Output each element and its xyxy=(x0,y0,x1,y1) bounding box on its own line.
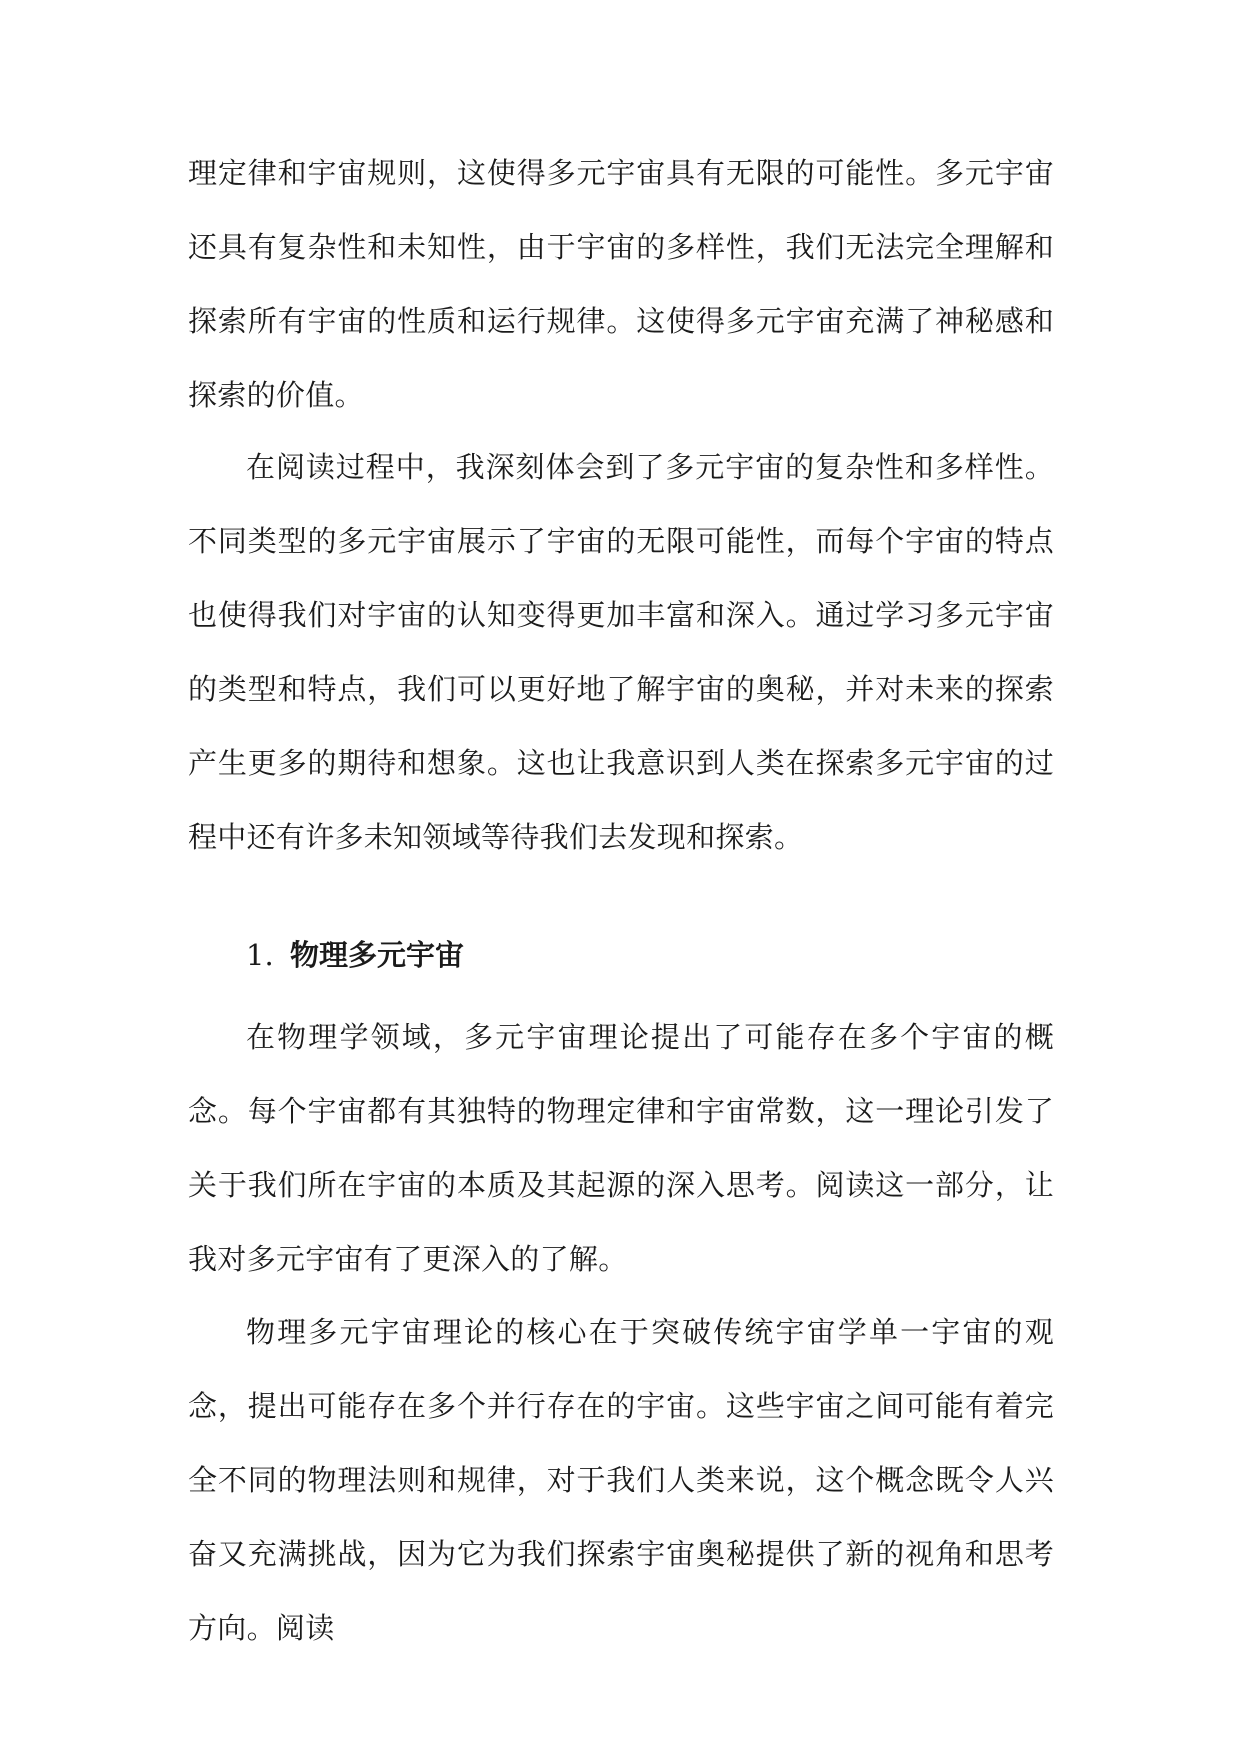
paragraph-physics-intro: 在物理学领域，多元宇宙理论提出了可能存在多个宇宙的概念。每个宇宙都有其独特的物理定律和宇宙常数，这一理论引发了关于我们所在宇宙的本质及其起源的深入思考。阅读这一部分，让我对多元宇宙有了更深入的了解。 xyxy=(188,1020,1054,1276)
paragraph-continued: 理定律和宇宙规则，这使得多元宇宙具有无限的可能性。多元宇宙还具有复杂性和未知性，由于宇宙的多样性，我们无法完全理解和探索所有宇宙的性质和运行规律。这使得多元宇宙充满了神秘感和探索的价值。 xyxy=(188,156,1054,412)
section-title: 物理多元宇宙 xyxy=(290,938,465,972)
section-heading xyxy=(246,935,464,975)
paragraph-reading-reflection: 在阅读过程中，我深刻体会到了多元宇宙的复杂性和多样性。不同类型的多元宇宙展示了宇宙的无限可能性，而每个宇宙的特点也使得我们对宇宙的认知变得更加丰富和深入。通过学习多元宇宙的类型和特点，我们可以更好地了解宇宙的奥秘，并对未来的探索产生更多的期待和想象。这也让我意识到人类在探索多元宇宙的过程中还有许多未知领域等待我们去发现和探索。 xyxy=(188,450,1054,854)
paragraph-physics-core: 物理多元宇宙理论的核心在于突破传统宇宙学单一宇宙的观念，提出可能存在多个并行存在的宇宙。这些宇宙之间可能有着完全不同的物理法则和规律，对于我们人类来说，这个概念既令人兴奋又充满挑战，因为它为我们探索宇宙奥秘提供了新的视角和思考方向。阅读 xyxy=(188,1315,1054,1645)
section-number: 1. xyxy=(246,938,274,972)
